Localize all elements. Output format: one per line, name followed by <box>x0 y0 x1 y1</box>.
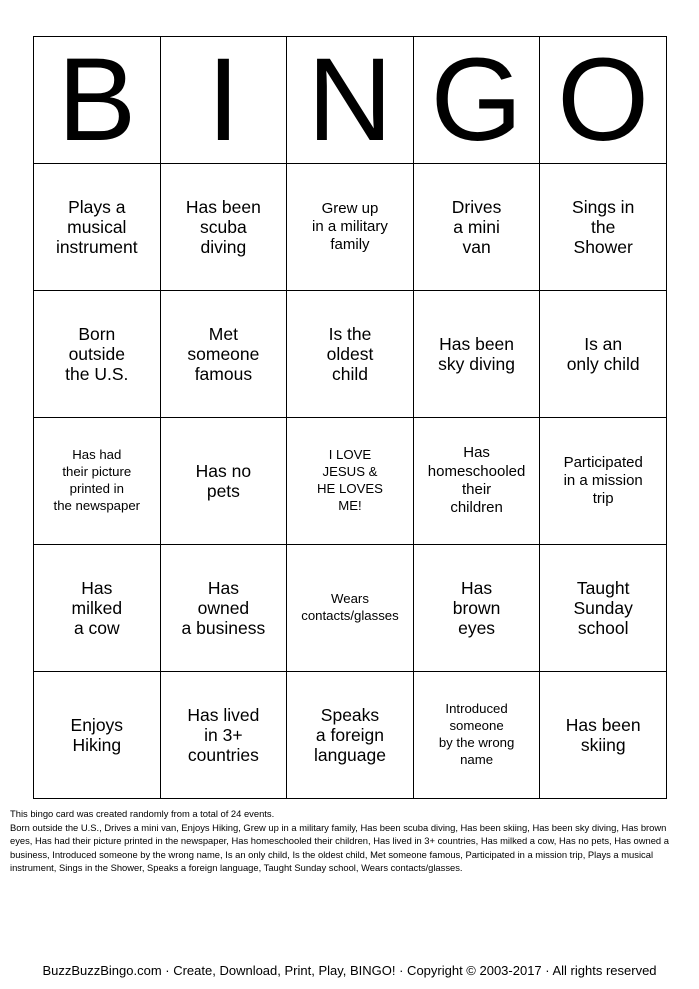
cell-text: Plays a musical instrument <box>55 196 138 258</box>
bingo-cell <box>160 291 287 418</box>
cell-text: Sings in the Shower <box>572 196 635 258</box>
header-letter-n: N <box>287 37 414 164</box>
cell-text: Born outside the U.S. <box>65 323 129 385</box>
bingo-row-4 <box>34 545 667 672</box>
bingo-cell <box>34 672 161 799</box>
cell-text: Participated in a mission trip <box>563 453 643 508</box>
bingo-cell <box>34 164 161 291</box>
header-letter-i: I <box>160 37 287 164</box>
card-info-events: Born outside the U.S., Drives a mini van, Enjoys Hiking, Grew up in a military family, Has been scuba diving, Has been skiing, Has been sky diving, Has brown eyes, Has had their picture printed in the newspaper, Has homeschooled their children, Has lived in 3+ countries, Has milked a cow, Has no pets, Has owned a business, Introduced someone by the wrong name, Is an only child, Is the oldest child, Met someone famous, Participated in a mission trip, Plays a musical instrument, Sings in the Shower, Speaks a foreign language, Taught Sunday school, Wears contacts/glasses. <box>10 821 669 874</box>
cell-text: Is the oldest child <box>326 323 374 385</box>
bingo-row-1 <box>34 164 667 291</box>
bingo-cell <box>413 164 540 291</box>
cell-text: Has been sky diving <box>438 333 515 374</box>
bingo-cell <box>160 418 287 545</box>
cell-text: Has been scuba diving <box>185 196 261 258</box>
bingo-cell <box>34 545 161 672</box>
cell-text: Has homeschooled their children <box>427 444 526 517</box>
cell-text: I LOVE JESUS & HE LOVES ME! <box>317 447 383 513</box>
cell-text: Taught Sunday school <box>573 577 633 639</box>
bingo-cell <box>413 418 540 545</box>
cell-text: Speaks a foreign language <box>313 704 386 766</box>
bingo-cell <box>34 291 161 418</box>
bingo-cell <box>413 545 540 672</box>
cell-text: Enjoys Hiking <box>70 714 124 755</box>
bingo-cell <box>413 672 540 799</box>
bingo-cell <box>287 545 414 672</box>
bingo-row-3 <box>34 418 667 545</box>
cell-text: Has milked a cow <box>71 577 123 639</box>
bingo-cell <box>540 291 667 418</box>
bingo-cell <box>160 164 287 291</box>
cell-text: Met someone famous <box>187 323 260 385</box>
card-info-summary: This bingo card was created randomly from a total of 24 events. <box>10 808 275 819</box>
bingo-cell <box>287 672 414 799</box>
cell-text: Is an only child <box>566 333 640 374</box>
bingo-row-5 <box>34 672 667 799</box>
cell-text: Has lived in 3+ countries <box>187 704 260 766</box>
bingo-cell <box>540 164 667 291</box>
bingo-card <box>33 36 667 799</box>
bingo-cell <box>413 291 540 418</box>
bingo-row-2 <box>34 291 667 418</box>
cell-text: Has no pets <box>195 460 252 501</box>
header-letter-o: O <box>540 37 667 164</box>
page-footer: BuzzBuzzBingo.com · Create, Download, Print, Play, BINGO! · Copyright © 2003-2017 · All rights reserved <box>42 963 657 978</box>
bingo-cell <box>160 672 287 799</box>
card-info <box>10 807 682 875</box>
bingo-cell <box>540 545 667 672</box>
header-letter-g: G <box>413 37 540 164</box>
bingo-cell <box>287 291 414 418</box>
cell-text: Has owned a business <box>181 577 266 639</box>
bingo-cell <box>540 418 667 545</box>
cell-text: Introduced someone by the wrong name <box>438 701 515 767</box>
bingo-cell <box>34 418 161 545</box>
bingo-cell <box>540 672 667 799</box>
bingo-cell <box>287 164 414 291</box>
cell-text: Has had their picture printed in the newspaper <box>53 447 141 513</box>
cell-text: Grew up in a military family <box>312 199 388 254</box>
cell-text: Has been skiing <box>565 714 641 755</box>
cell-text: Drives a mini van <box>451 196 502 258</box>
bingo-cell <box>287 418 414 545</box>
cell-text: Wears contacts/glasses <box>301 591 399 623</box>
bingo-header-row <box>34 37 667 164</box>
bingo-cell <box>160 545 287 672</box>
header-letter-b: B <box>34 37 161 164</box>
cell-text: Has brown eyes <box>452 577 501 639</box>
